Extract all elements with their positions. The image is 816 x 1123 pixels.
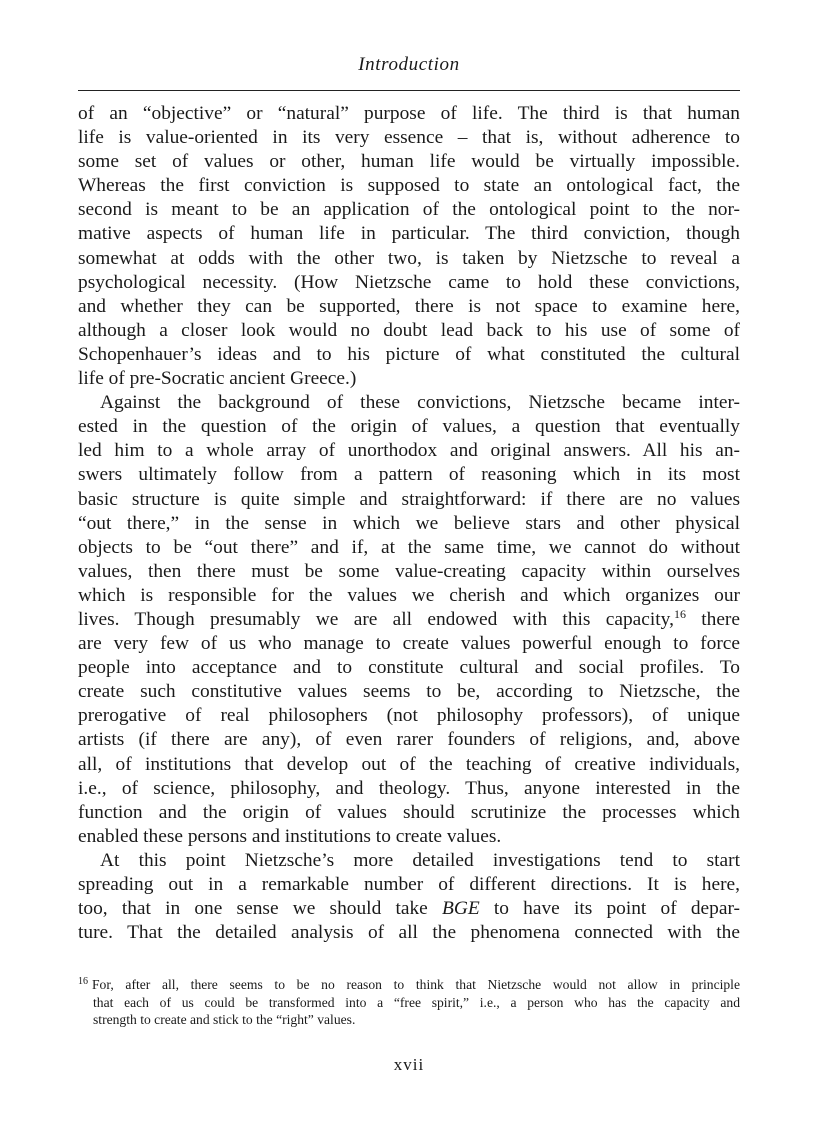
text-line: are very few of us who manage to create values powerful enough to force [78,633,740,655]
text-line: basic structure is quite simple and straightforward: if there are no values [78,488,740,510]
text-segment: too, that in one sense we should take [78,898,428,920]
text-line: “out there,” in the sense in which we believe stars and other physical [78,512,740,534]
text-line: objects to be “out there” and if, at the same time, we cannot do without [78,536,740,558]
footnote-line: strength to create and stick to the “right” values. [93,1012,356,1027]
text-line: of an “objective” or “natural” purpose of life. The third is that human [78,103,740,124]
footnote-line [78,976,740,994]
text-line: prerogative of real philosophers (not philosophy professors), of unique [78,705,740,727]
text-line: some set of values or other, human life would be virtually impossible. [78,151,740,173]
text-line: spreading out in a remarkable number of different directions. It is here, [78,874,740,895]
paragraph-start: Against the background of these convictions, Nietzsche became inter- [100,392,740,414]
footnote-number: 16 [78,976,88,987]
text-line-with-italic [78,897,740,921]
text-line: i.e., of science, philosophy, and theology. Thus, anyone interested in the [78,777,740,799]
text-line: somewhat at odds with the other two, is taken by Nietzsche to reveal a [78,247,740,269]
text-line: function and the origin of values should scrutinize the processes which [78,801,740,823]
text-line-with-note [78,608,740,632]
text-line: psychological necessity. (How Nietzsche came to hold these convictions, [78,271,740,293]
text-line: enabled these persons and institutions to create values. [78,825,502,847]
text-line: led him to a whole array of unorthodox and original answers. All his an- [78,440,740,462]
text-line: swers ultimately follow from a pattern of reasoning which in its most [78,464,740,486]
text-line: and whether they can be supported, there is not space to examine here, [78,295,740,317]
text-segment: there [685,608,740,630]
paragraph-start: At this point Nietzsche’s more detailed investigations tend to start [100,849,740,871]
text-line: ture. That the detailed analysis of all the phenomena connected with the [78,922,740,944]
footnote-text: For, after all, there seems to be no reason to think that Nietzsche would not allow in principle [92,977,740,992]
book-abbreviation: BGE [441,898,480,920]
text-line: Schopenhauer’s ideas and to his picture of what constituted the cultural [78,343,740,365]
text-line: which is responsible for the values we cherish and which organizes our [78,584,740,606]
text-line: values, then there must be some value-creating capacity within ourselves [78,560,740,582]
header-rule [78,90,740,91]
text-line: people into acceptance and to constitute cultural and social profiles. To [78,657,740,679]
text-segment: lives. Though presumably we are all endowed with this capacity, [78,608,674,630]
body-text [78,102,740,945]
text-segment: to have its point of depar- [479,898,740,920]
text-line: life is value-oriented in its very essence – that is, without adherence to [78,127,740,149]
footnote-reference[interactable]: 16 [673,606,686,621]
footnotes [78,976,740,1029]
footnote-line: that each of us could be transformed into a “free spirit,” i.e., a person who has the capacity and [93,994,740,1010]
page-number: xvii [393,1055,425,1074]
text-line: create such constitutive values seems to be, according to Nietzsche, the [78,681,740,703]
text-line: although a closer look would no doubt lead back to his use of some of [78,319,740,341]
text-line: mative aspects of human life in particular. The third conviction, though [78,223,740,245]
text-line: all, of institutions that develop out of the teaching of creative individuals, [78,753,740,775]
text-line: life of pre-Socratic ancient Greece.) [78,368,357,390]
running-head: Introduction [358,54,460,75]
text-line: Whereas the first conviction is supposed to state an ontological fact, the [78,175,740,197]
text-line: second is meant to be an application of the ontological point to the nor- [78,199,740,221]
text-line: artists (if there are any), of even rarer founders of religions, and, above [78,729,740,751]
text-line: ested in the question of the origin of values, a question that eventually [78,416,740,438]
